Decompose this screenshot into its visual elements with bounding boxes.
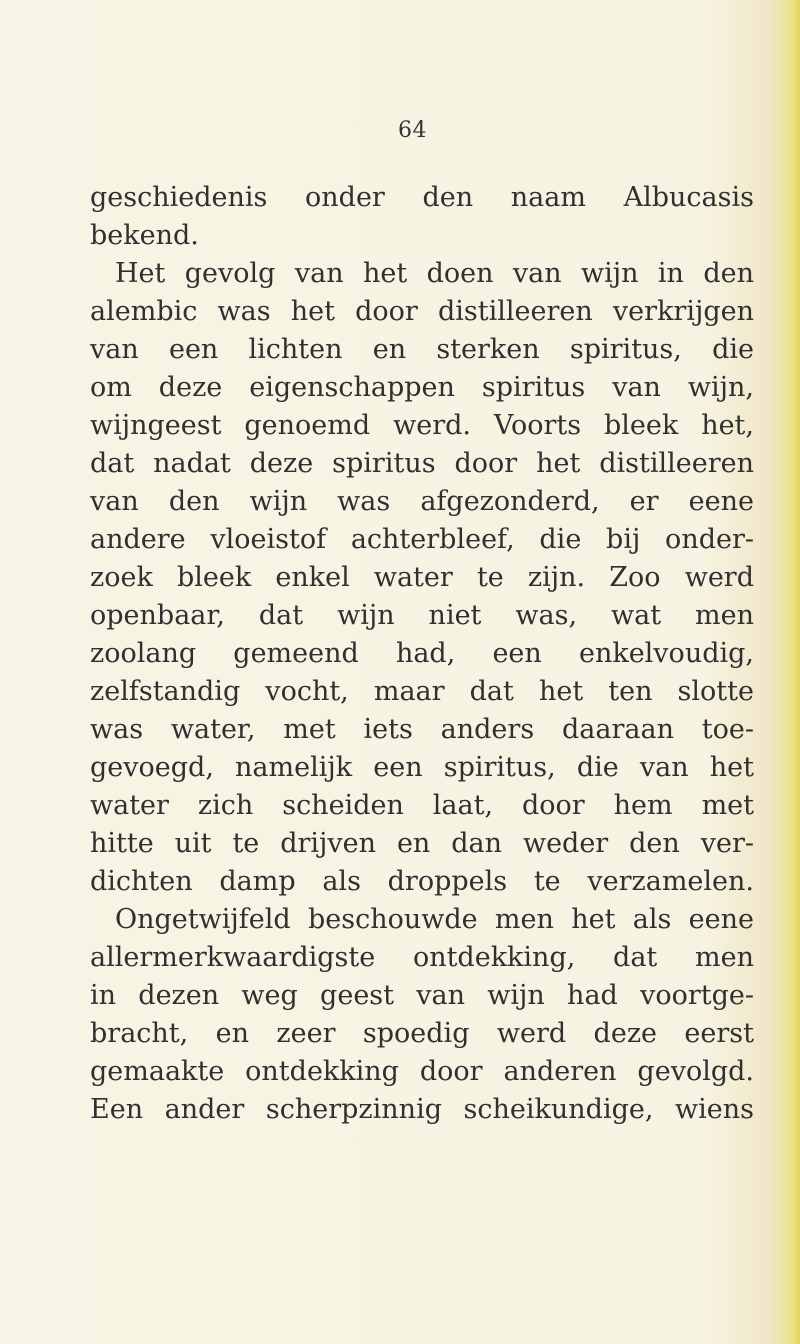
text-line-15: was water, met iets anders daaraan toe-: [90, 714, 754, 745]
text-line-5: van een lichten en sterken spiritus, die: [90, 334, 754, 365]
text-line-18: hitte uit te drijven en dan weder den ver-: [90, 828, 754, 859]
text-line-9: van den wijn was afgezonderd, er eene: [90, 486, 754, 517]
page-number: 64: [398, 118, 427, 143]
text-line-22: in dezen weg geest van wijn had voortge-: [90, 980, 754, 1011]
text-line-12: openbaar, dat wijn niet was, wat men: [90, 600, 754, 631]
text-line-4: alembic was het door distilleeren verkrijgen: [90, 296, 754, 327]
text-line-13: zoolang gemeend had, een enkelvoudig,: [90, 638, 754, 669]
text-line-21: allermerkwaardigste ontdekking, dat men: [90, 942, 754, 973]
text-line-14: zelfstandig vocht, maar dat het ten slotte: [90, 676, 754, 707]
text-line-23: bracht, en zeer spoedig werd deze eerst: [90, 1018, 754, 1049]
text-line-11: zoek bleek enkel water te zijn. Zoo werd: [90, 562, 754, 593]
text-line-6: om deze eigenschappen spiritus van wijn,: [90, 372, 754, 403]
text-line-20: Ongetwijfeld beschouwde men het als eene: [115, 904, 754, 935]
text-line-2: bekend.: [90, 220, 199, 251]
text-line-1: geschiedenis onder den naam Albucasis: [90, 182, 754, 213]
text-line-7: wijngeest genoemd werd. Voorts bleek het,: [90, 410, 754, 441]
text-line-3: Het gevolg van het doen van wijn in den: [115, 258, 754, 289]
text-line-24: gemaakte ontdekking door anderen gevolgd.: [90, 1056, 754, 1087]
text-line-19: dichten damp als droppels te verzamelen.: [90, 866, 754, 897]
text-line-25: Een ander scherpzinnig scheikundige, wiens: [90, 1094, 754, 1125]
text-line-8: dat nadat deze spiritus door het distilleeren: [90, 448, 754, 479]
page-edge-shadow: [778, 0, 800, 1344]
text-line-16: gevoegd, namelijk een spiritus, die van het: [90, 752, 754, 783]
text-line-17: water zich scheiden laat, door hem met: [90, 790, 754, 821]
text-line-10: andere vloeistof achterbleef, die bij onder-: [90, 524, 754, 555]
